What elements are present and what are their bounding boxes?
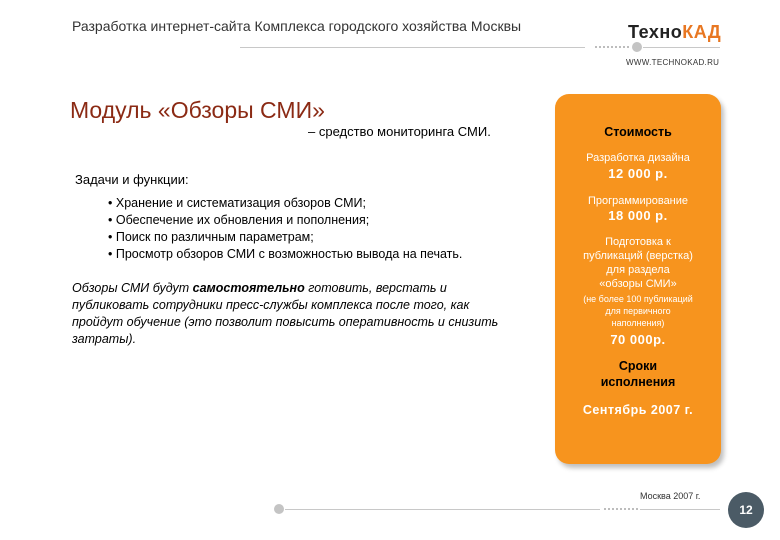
presentation-title: Разработка интернет-сайта Комплекса городского хозяйства Москвы bbox=[72, 18, 522, 34]
content-prep-label-line: публикаций (верстка) bbox=[583, 250, 693, 262]
cost-heading: Стоимость bbox=[604, 125, 672, 139]
header-divider-line bbox=[240, 47, 585, 48]
tasks-heading: Задачи и функции: bbox=[75, 172, 189, 187]
tasks-list bbox=[108, 195, 462, 263]
content-prep-label-line: Подготовка к bbox=[605, 236, 671, 248]
logo-text-part1: Техно bbox=[628, 22, 683, 42]
content-prep-price: 70 000р. bbox=[610, 332, 666, 347]
design-price: 12 000 р. bbox=[608, 166, 668, 181]
module-subtitle: – средство мониторинга СМИ. bbox=[308, 124, 491, 139]
footer-divider-knob bbox=[274, 504, 284, 514]
task-item: • Хранение и систематизация обзоров СМИ; bbox=[108, 195, 462, 212]
header-divider-line-right bbox=[643, 47, 720, 48]
terms-heading bbox=[555, 358, 721, 390]
note-emphasis: самостоятельно bbox=[192, 281, 305, 295]
programming-price: 18 000 р. bbox=[608, 208, 668, 223]
content-prep-note bbox=[555, 293, 721, 329]
workflow-note bbox=[72, 280, 522, 348]
note-text: Обзоры СМИ будут bbox=[72, 281, 193, 295]
content-prep-label-line: «обзоры СМИ» bbox=[599, 278, 677, 290]
logo-text-part2: КАД bbox=[682, 22, 722, 42]
footer-divider-line bbox=[285, 509, 600, 510]
content-prep-label-line: для раздела bbox=[606, 264, 670, 276]
task-item: • Просмотр обзоров СМИ с возможностью вывода на печать. bbox=[108, 246, 462, 263]
header-divider-knob bbox=[632, 42, 642, 52]
technokad-logo bbox=[628, 22, 721, 43]
header-divider-dots bbox=[595, 46, 629, 49]
page-number-badge: 12 bbox=[728, 492, 764, 528]
module-title: Модуль «Обзоры СМИ» bbox=[70, 97, 325, 123]
task-item: • Обеспечение их обновления и пополнения; bbox=[108, 212, 462, 229]
design-label: Разработка дизайна bbox=[586, 152, 690, 164]
content-prep-label bbox=[555, 235, 721, 291]
content-prep-note-line: наполнения) bbox=[611, 318, 665, 328]
terms-heading-line: исполнения bbox=[600, 375, 676, 389]
terms-heading-line: Сроки bbox=[618, 359, 658, 373]
footer-date: Москва 2007 г. bbox=[640, 491, 701, 501]
footer-divider-line-right bbox=[640, 509, 720, 510]
footer-divider-dots bbox=[604, 508, 638, 511]
site-url: WWW.TECHNOKAD.RU bbox=[626, 58, 720, 67]
terms-value: Сентябрь 2007 г. bbox=[582, 403, 694, 417]
content-prep-note-line: для первичного bbox=[605, 306, 671, 316]
content-prep-note-line: (не более 100 публикаций bbox=[583, 294, 693, 304]
programming-label: Программирование bbox=[587, 195, 689, 207]
note-text: готовить, верстать и публиковать сотрудники пресс-службы комплекса после того, как пройдут обучение (это позволит повысить оперативность и снизить затраты). bbox=[72, 281, 499, 346]
task-item: • Поиск по различным параметрам; bbox=[108, 229, 462, 246]
